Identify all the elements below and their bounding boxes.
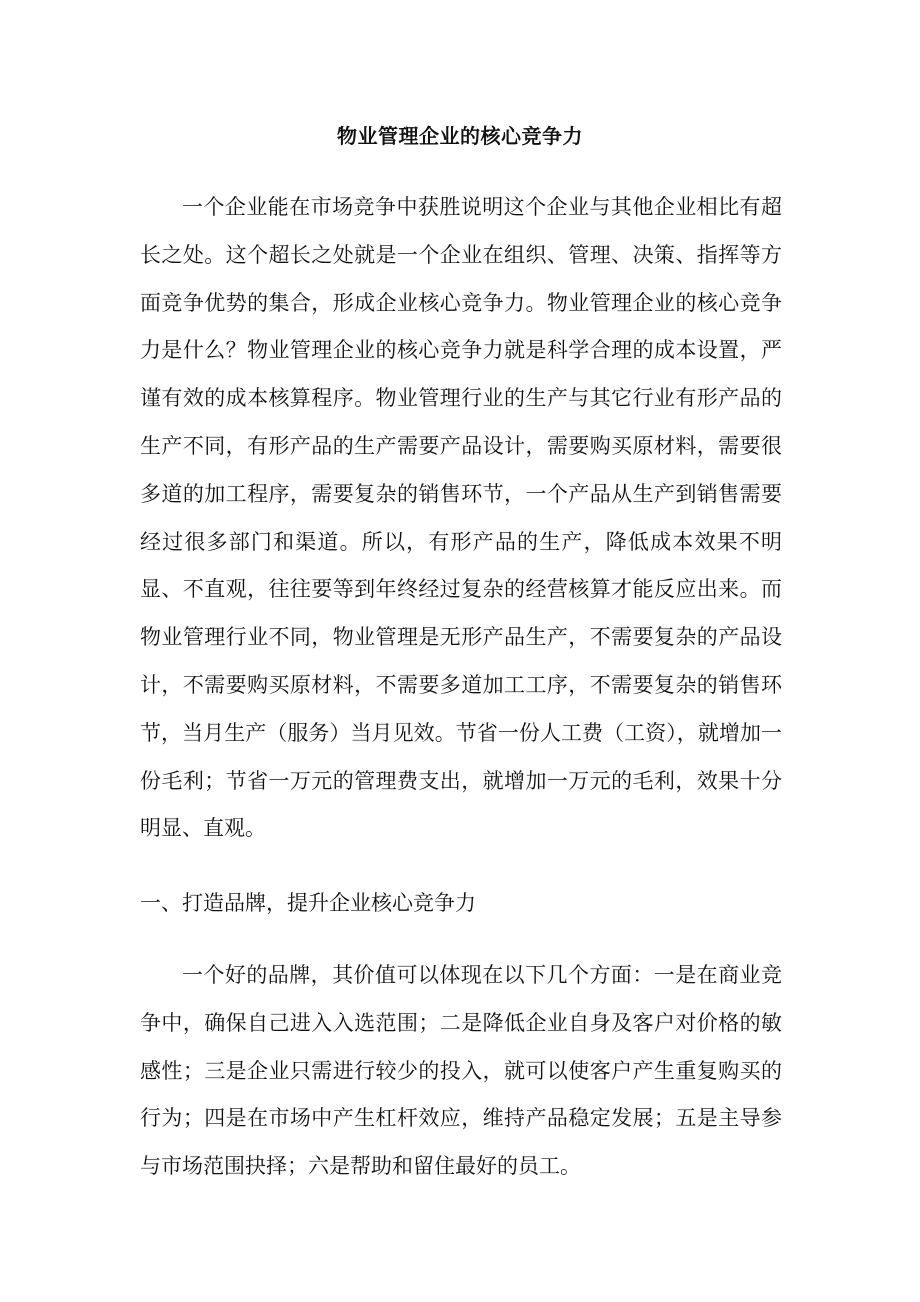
section-heading-1: 一、打造品牌，提升企业核心竞争力	[140, 891, 476, 915]
section-1-paragraph: 一个好的品牌，其价值可以体现在以下几个方面：一是在商业竞争中，确保自己进入入选范围；二是降低企业自身及客户对价格的敏感性；三是企业只需进行较少的投入，就可以使客户产生重复购买的行为；四是在市场中产生杠杆效应，维持产品稳定发展；五是主导参与市场范围抉择；六是帮助和留住最好的员工。	[140, 963, 782, 1179]
document-title: 物业管理企业的核心竞争力	[337, 124, 583, 148]
intro-paragraph: 一个企业能在市场竞争中获胜说明这个企业与其他企业相比有超长之处。这个超长之处就是一个企业在组织、管理、决策、指挥等方面竞争优势的集合，形成企业核心竞争力。物业管理企业的核心竞争力是什么？物业管理企业的核心竞争力就是科学合理的成本设置，严谨有效的成本核算程序。物业管理行业的生产与其它行业有形产品的生产不同，有形产品的生产需要产品设计，需要购买原材料，需要很多道的加工程序，需要复杂的销售环节，一个产品从生产到销售需要经过很多部门和渠道。所以，有形产品的生产，降低成本效果不明显、不直观，往往要等到年终经过复杂的经营核算才能反应出来。而物业管理行业不同，物业管理是无形产品生产，不需要复杂的产品设计，不需要购买原材料，不需要多道加工工序，不需要复杂的销售环节，当月生产（服务）当月见效。节省一份人工费（工资），就增加一份毛利；节省一万元的管理费支出，就增加一万元的毛利，效果十分明显、直观。	[140, 195, 782, 841]
